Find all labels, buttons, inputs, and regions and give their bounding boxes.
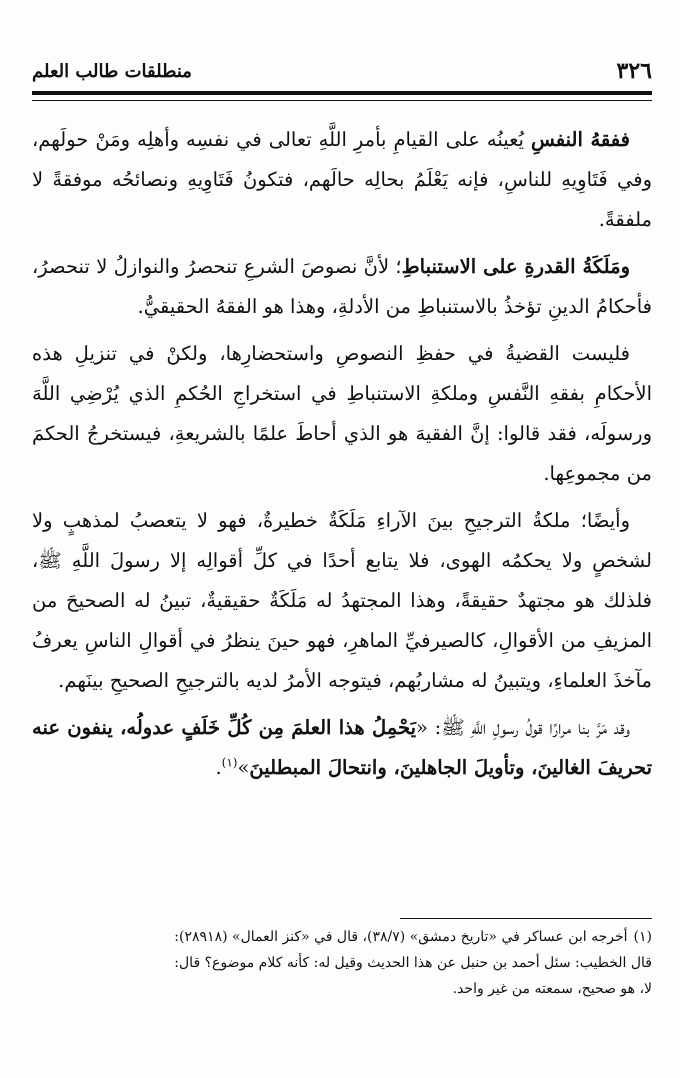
paragraph-5-lead: وقد مَرَّ بنا مرارًا قولُ رسولِ اللَّهِ ﷺ: « (416, 716, 630, 739)
paragraph-3-text: فليست القضيةُ في حفظِ النصوصِ واستحضارِها، ولكنْ في تنزيلِ هذه الأحكامِ بفقهِ النَّفسِ وملكةِ الاستنباطِ في استخراجِ الحُكمِ الذي يُرْضِي اللَّهَ ورسولَه، فقد قالوا: إنَّ الفقيهَ هو الذي أحاطَ علمًا بالشريعةِ، فيستخرجُ الحكمَ من مجموعِها. (32, 342, 652, 485)
main-text (32, 120, 652, 788)
quote-close: » (237, 756, 250, 779)
footnote-separator (400, 918, 652, 919)
paragraph-5 (32, 708, 652, 788)
paragraph-2-text: ؛ لأنَّ نصوصَ الشرعِ تنحصرُ والنوازلُ لا تنحصرُ، فأحكامُ الدينِ تؤخذُ بالاستنباطِ من الأدلةِ، وهذا هو الفقهُ الحقيقيُّ. (32, 255, 652, 318)
paragraph-1-text: يُعينُه على القيامِ بأمرِ اللَّهِ تعالى في نفسِه وأهلِه ومَنْ حولَهم، وفي فَتَاوِيهِ للناسِ، فإنه يَعْلَمُ بحالِه حالَهم، فتكونُ فَتَاوِيهِ ونصائحُه موفقةً لا ملفقةً. (32, 128, 652, 231)
paragraph-2-lead: ومَلَكَةُ القدرةِ على الاستنباطِ (401, 255, 630, 278)
footnote-1-line-2: قال الخطيب: سئل أحمد بن حنبل عن هذا الحديث وقيل له: كأنه كلام موضوع؟ قال: (174, 955, 652, 971)
paragraph-3 (32, 334, 652, 494)
footnote-1-line-3: لا، هو صحيح، سمعته من غير واحد. (452, 981, 652, 997)
footnote-1-line-1 (32, 924, 652, 950)
footnote-1-text-1: أخرجه ابن عساكر في «تاريخ دمشق» (٣٨/٧)، قال في «كنز العمال» (٢٨٩١٨): (174, 929, 628, 945)
paragraph-5-end: . (215, 756, 222, 779)
header-rule-thick (32, 91, 652, 95)
footnote-marker[interactable]: (١) (221, 755, 238, 770)
paragraph-4 (32, 501, 652, 701)
page-number: ٣٢٦ (616, 58, 652, 84)
paragraph-4-text: وأيضًا؛ ملكةُ الترجيحِ بينَ الآراءِ مَلَكَةٌ خطيرةٌ، فهو لا يتعصبُ لمذهبٍ ولا لشخصٍ ولا يحكمُه الهوى، فلا يتابع أحدًا في كلِّ أقوالِه إلا رسولَ اللَّهِ ﷺ، فلذلك هو مجتهدٌ حقيقةً، وهذا المجتهدُ له مَلَكَةٌ حقيقيةٌ، تبينُ له الصحيحَ من المزيفِ من الأقوالِ، كالصيرفيِّ الماهرِ، فهو حينَ ينظرُ في أقوالِ الناسِ يعرفُ مآخذَ العلماءِ، ويتبينُ له مشاربُهم، فيتوجه الأمرُ لديه بالترجيحِ الصحيحِ بينَهم. (32, 509, 652, 692)
page-header (32, 54, 652, 88)
paragraph-1-lead: ففقهُ النفسِ (530, 128, 630, 151)
paragraph-1 (32, 120, 652, 240)
header-rule-thin (32, 100, 652, 101)
footnotes (32, 924, 652, 1002)
paragraph-2 (32, 247, 652, 327)
running-title: منطلقات طالب العلم (32, 60, 192, 82)
footnote-1-number: (١) (633, 929, 652, 945)
hadith-quote: يَحْمِلُ هذا العلمَ مِن كُلِّ خَلَفٍ عدولُه، ينفون عنه تحريفَ الغالينَ، وتأويلَ الجاهلينَ، وانتحالَ المبطلينَ (32, 716, 652, 779)
